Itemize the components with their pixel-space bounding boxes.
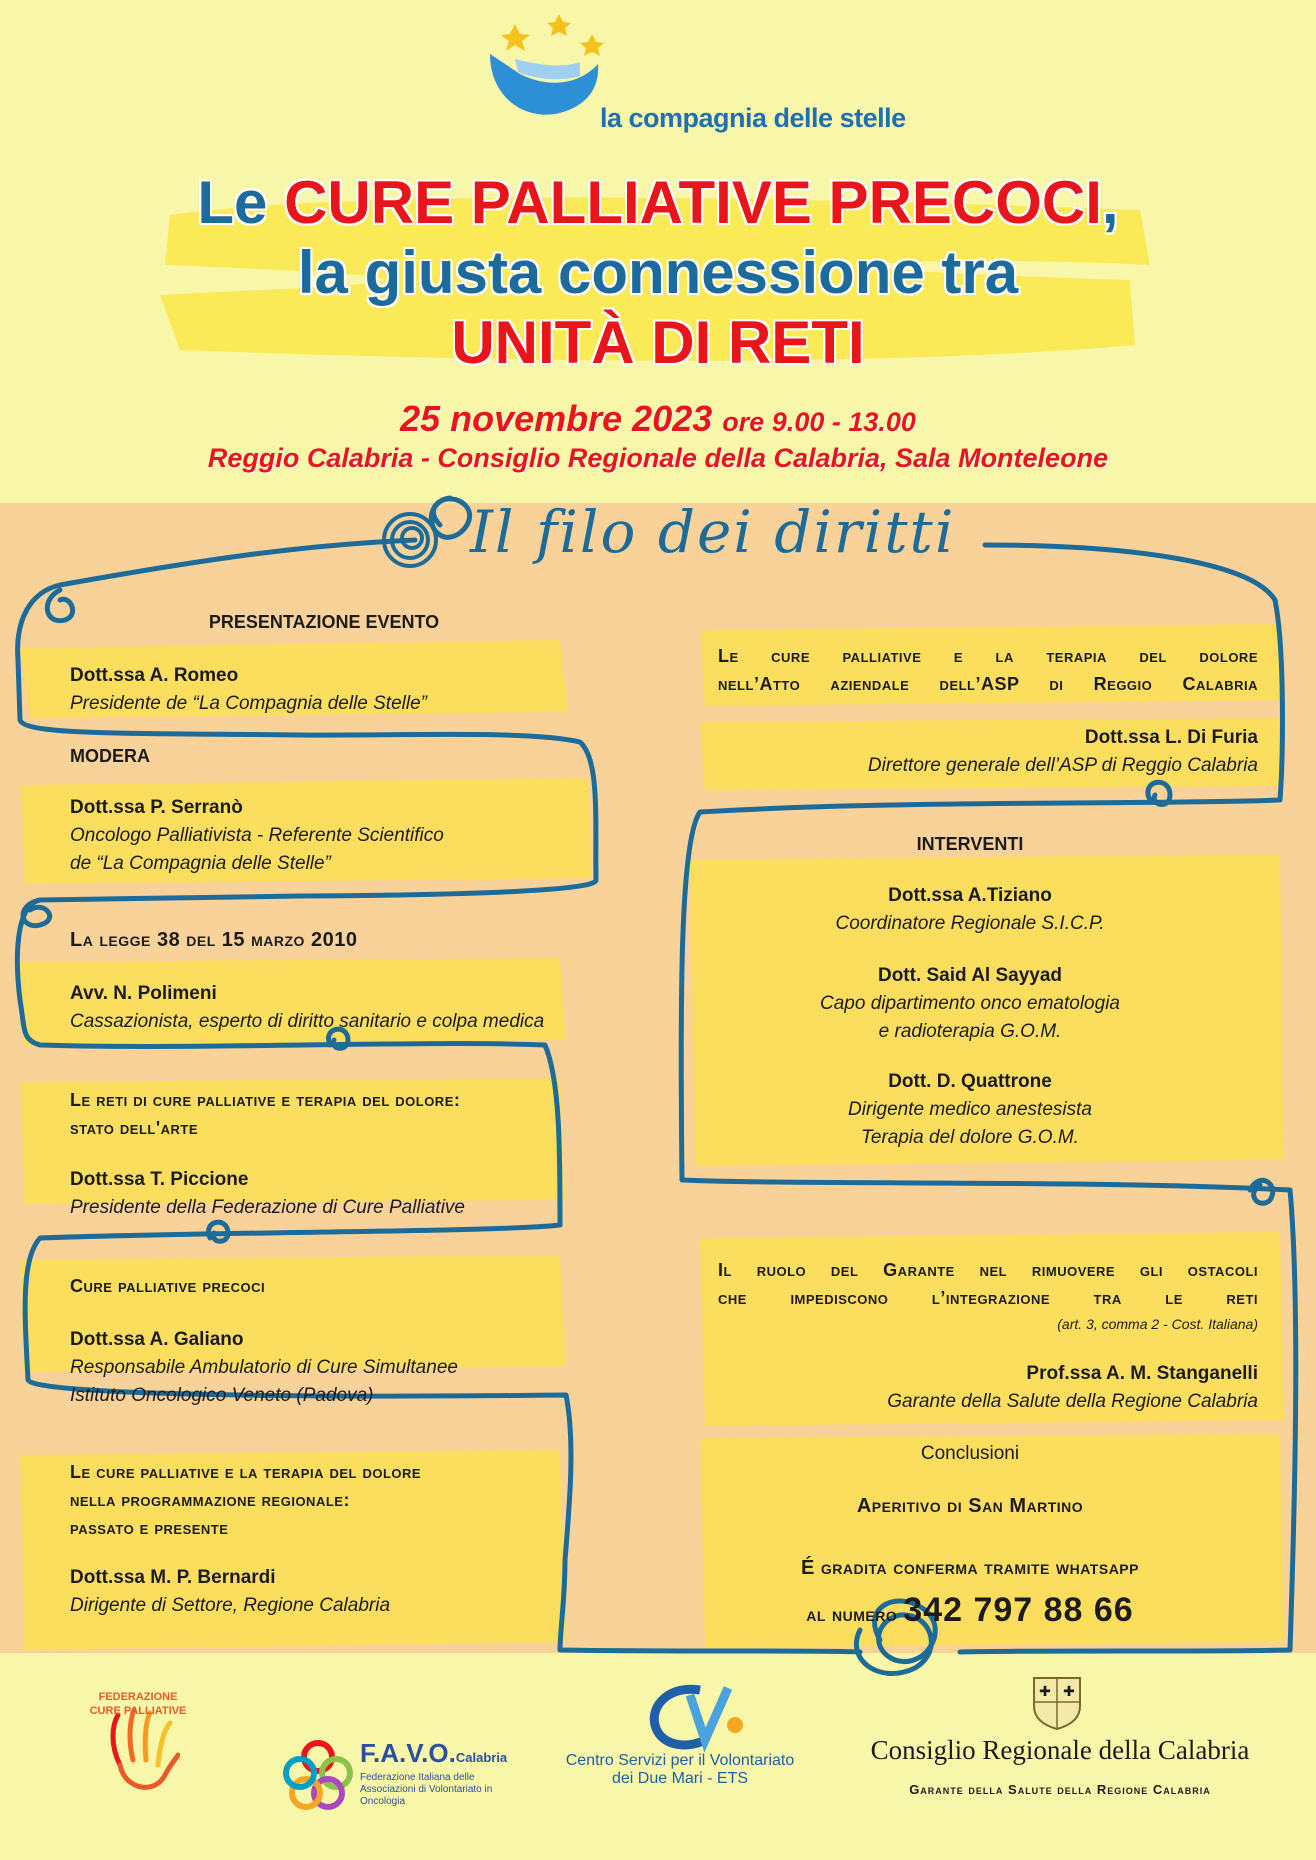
event-venue: Reggio Calabria - Consiglio Regionale della Calabria, Sala Monteleone	[207, 443, 1109, 473]
favo-subtitle: Federazione Italiana delle Associazioni di Volontariato in Oncologia	[360, 1772, 493, 1807]
speaker-role: Dirigente di Settore, Regione Calabria	[70, 1595, 391, 1616]
atto-heading: Le cure palliative e la terapia del dolore nell’Atto aziendale dell’ASP di Reggio Calabria	[718, 646, 1258, 694]
event-date: 25 novembre 2023 ore 9.00 - 13.00	[400, 398, 916, 439]
speaker-name: Prof.ssa A. M. Stanganelli	[1026, 1363, 1258, 1384]
polimeni-block	[70, 980, 600, 1036]
filo-dei-diritti-title: Il filo dei diritti	[470, 498, 956, 566]
speaker-role: Terapia del dolore G.O.M.	[861, 1127, 1079, 1148]
speaker-name: Dott.ssa T. Piccione	[70, 1169, 249, 1190]
title-highlight: CURE PALLIATIVE PRECOCI	[284, 169, 1102, 236]
precoci-heading: Cure palliative precoci	[70, 1276, 266, 1296]
consiglio-regionale-title: Consiglio Regionale della Calabria	[870, 1735, 1250, 1765]
title-line-1: Le CURE PALLIATIVE PRECOCI,	[197, 169, 1119, 236]
speaker-name: Dott.ssa A.Tiziano	[888, 885, 1052, 906]
title-line-3: UNITÀ DI RETI	[451, 309, 865, 376]
sayyad-block	[690, 962, 1250, 1046]
favo-flower-icon	[278, 1735, 358, 1815]
speaker-role: Presidente della Federazione di Cure Palliative	[70, 1197, 466, 1218]
svg-text:✚: ✚	[1063, 1683, 1075, 1699]
quattrone-block	[690, 1068, 1250, 1152]
event-time: ore 9.00 - 13.00	[722, 407, 916, 437]
csv-label: Centro Servizi per il Volontariato dei Due Mari - ETS	[565, 1752, 795, 1787]
modera-heading: MODERA	[70, 746, 150, 766]
speaker-name: Dott.ssa L. Di Furia	[1084, 727, 1258, 748]
programmazione-heading: Le cure palliative e la terapia del dolore nella programmazione regionale: passato e presente	[70, 1462, 422, 1538]
phone-line: al numero 342 797 88 66	[806, 1591, 1134, 1629]
speaker-role: Presidente de “La Compagnia delle Stelle”	[70, 693, 427, 714]
presentazione-heading: PRESENTAZIONE EVENTO	[208, 612, 440, 632]
speaker-role: Responsabile Ambulatorio di Cure Simultanee	[70, 1357, 458, 1378]
interventi-heading: INTERVENTI	[916, 834, 1024, 854]
legge-heading: La legge 38 del 15 marzo 2010	[70, 929, 358, 951]
tiziano-block	[690, 882, 1250, 938]
serrano-block	[70, 794, 590, 878]
speaker-role: e radioterapia G.O.M.	[878, 1021, 1062, 1042]
speaker-role: de “La Compagnia delle Stelle”	[70, 853, 331, 874]
garante-salute-label: Garante della Salute della Regione Calabria	[909, 1782, 1211, 1797]
speaker-role: Oncologo Palliativista - Referente Scientifico	[70, 825, 444, 846]
favo-title: F.A.V.O.Calabria	[360, 1738, 508, 1768]
speaker-role: Istituto Oncologico Veneto (Padova)	[70, 1385, 374, 1406]
bernardi-block	[70, 1564, 570, 1620]
organization-name: la compagnia delle stelle	[600, 103, 906, 133]
title-line-2: la giusta connessione tra	[297, 239, 1019, 306]
galiano-block	[70, 1326, 570, 1410]
aperitivo: Aperitivo di San Martino	[856, 1495, 1084, 1517]
garante-reference: (art. 3, comma 2 - Cost. Italiana)	[1057, 1316, 1258, 1332]
romeo-block	[70, 662, 570, 718]
hand-logo-icon	[100, 1705, 180, 1800]
conferma-whatsapp: É gradita conferma tramite whatsapp	[801, 1557, 1139, 1579]
speaker-name: Dott.ssa P. Serranò	[70, 797, 243, 818]
csv-logo-icon	[640, 1680, 750, 1755]
speaker-name: Dott.ssa A. Romeo	[70, 665, 239, 686]
speaker-role: Dirigente medico anestesista	[848, 1099, 1092, 1120]
thread-ball-icon	[370, 505, 450, 575]
speaker-role: Garante della Salute della Regione Calabria	[887, 1391, 1258, 1412]
calabria-coat-of-arms-icon	[1030, 1672, 1084, 1730]
speaker-name: Avv. N. Polimeni	[70, 983, 217, 1004]
reti-heading: Le reti di cure palliative e terapia del dolore: stato dell'arte	[70, 1090, 461, 1138]
conclusioni: Conclusioni	[920, 1443, 1020, 1464]
speaker-name: Dott.ssa M. P. Bernardi	[70, 1567, 276, 1588]
svg-text:✚: ✚	[1039, 1683, 1051, 1699]
piccione-block	[70, 1166, 570, 1222]
fcp-label: FEDERAZIONE CURE PALLIATIVE	[89, 1691, 187, 1717]
compagnia-stelle-logo-icon	[480, 14, 610, 124]
speaker-role: Cassazionista, esperto di diritto sanitario e colpa medica	[70, 1011, 545, 1032]
stanganelli-block	[718, 1360, 1258, 1416]
phone-number: 342 797 88 66	[903, 1591, 1134, 1629]
difuria-block	[718, 724, 1258, 780]
speaker-role: Coordinatore Regionale S.I.C.P.	[835, 913, 1105, 934]
speaker-role: Direttore generale dell’ASP di Reggio Calabria	[867, 755, 1258, 776]
speaker-name: Dott. Said Al Sayyad	[877, 965, 1063, 986]
garante-heading: Il ruolo del Garante nel rimuovere gli ostacoli che impediscono l’integrazione tra le reti	[718, 1260, 1258, 1308]
speaker-role: Capo dipartimento onco ematologia	[820, 993, 1120, 1014]
speaker-name: Dott. D. Quattrone	[888, 1071, 1052, 1092]
speaker-name: Dott.ssa A. Galiano	[70, 1329, 244, 1350]
